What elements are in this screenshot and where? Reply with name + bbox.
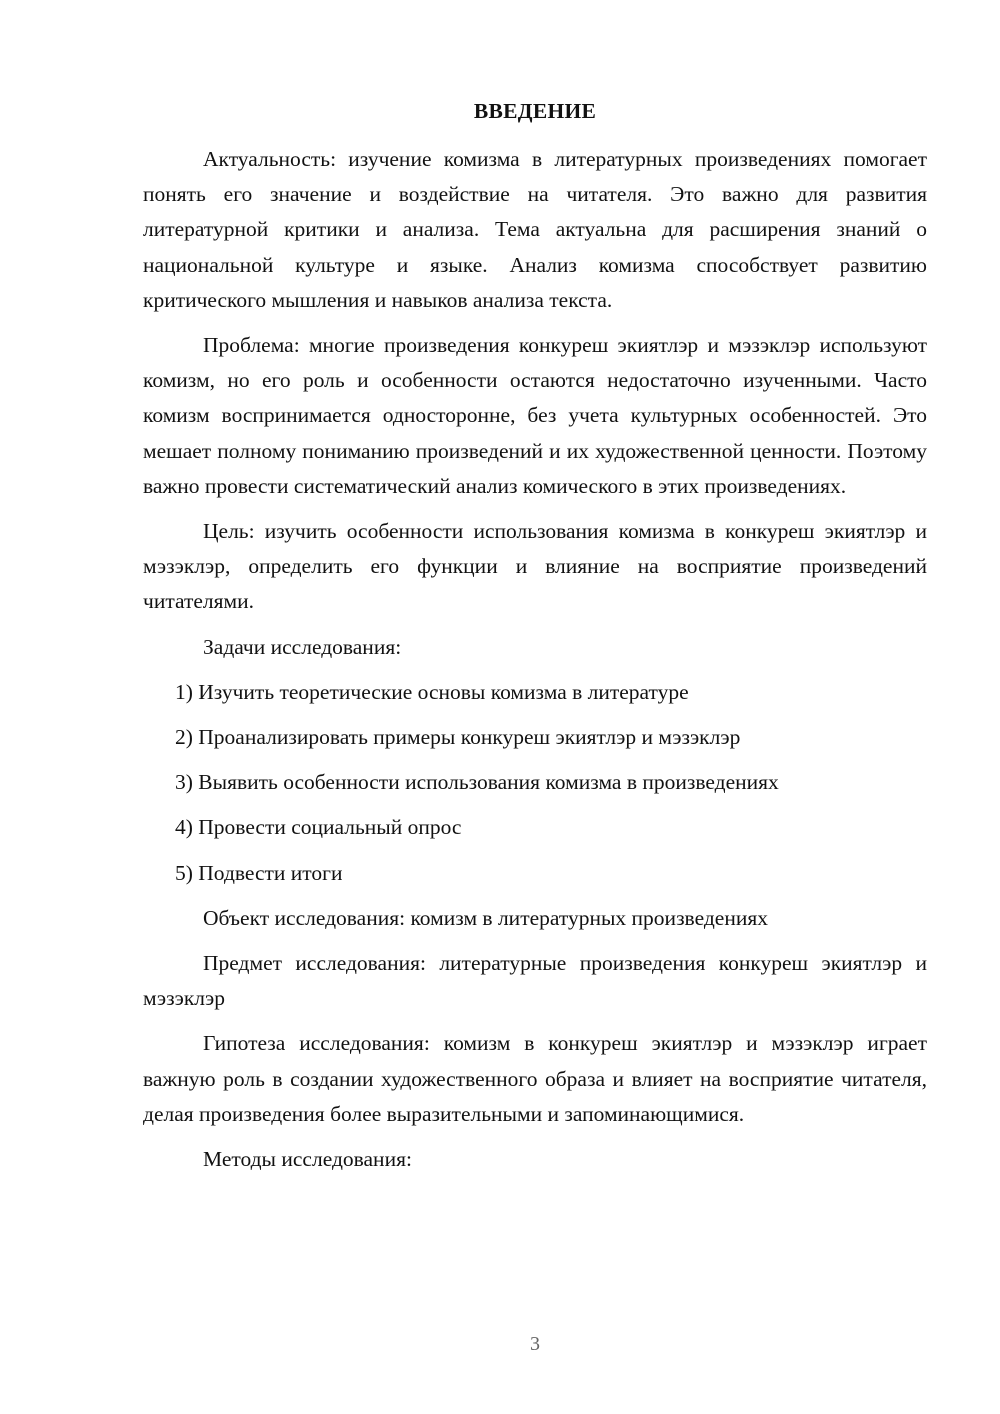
object-paragraph: Объект исследования: комизм в литературных произведениях (203, 905, 768, 930)
page-content (143, 94, 927, 1187)
task-item-1: 1) Изучить теоретические основы комизма в литературе (175, 679, 689, 704)
hypothesis-paragraph: Гипотеза исследования: комизм в конкуреш экиятлэр и мэзэклэр играет важную роль в создании художественного образа и влияет на восприятие читателя, делая произведения более выразительными и запоминающимися. (143, 1031, 927, 1126)
task-item-3: 3) Выявить особенности использования комизма в произведениях (175, 770, 779, 795)
section-title: ВВЕДЕНИЕ (473, 99, 597, 123)
subject-paragraph: Предмет исследования: литературные произведения конкуреш экиятлэр и мэзэклэр (143, 951, 927, 1011)
methods-heading: Методы исследования: (203, 1147, 412, 1172)
relevance-paragraph: Актуальность: изучение комизма в литературных произведениях помогает понять его значение и воздействие на читателя. Это важно для развития литературной критики и анализа. Тема актуальна для расширения знаний о национальной культуре и языке. Анализ комизма способствует развитию критического мышления и навыков анализа текста. (143, 147, 927, 312)
tasks-list (143, 675, 927, 891)
task-item-4: 4) Провести социальный опрос (175, 815, 462, 840)
goal-paragraph: Цель: изучить особенности использования комизма в конкуреш экиятлэр и мэзэклэр, определить его функции и влияние на восприятие произведений читателями. (143, 519, 927, 614)
tasks-heading: Задачи исследования: (203, 634, 402, 659)
task-item-5: 5) Подвести итоги (175, 860, 343, 885)
page-number: 3 (530, 1333, 540, 1355)
task-item-2: 2) Проанализировать примеры конкуреш экиятлэр и мэзэклэр (175, 725, 741, 750)
problem-paragraph: Проблема: многие произведения конкуреш экиятлэр и мэзэклэр используют комизм, но его роль и особенности остаются недостаточно изученными. Часто комизм воспринимается односторонне, без учета культурных особенностей. Это мешает полному пониманию произведений и их художественной ценности. Поэтому важно провести систематический анализ комического в этих произведениях. (143, 333, 927, 498)
